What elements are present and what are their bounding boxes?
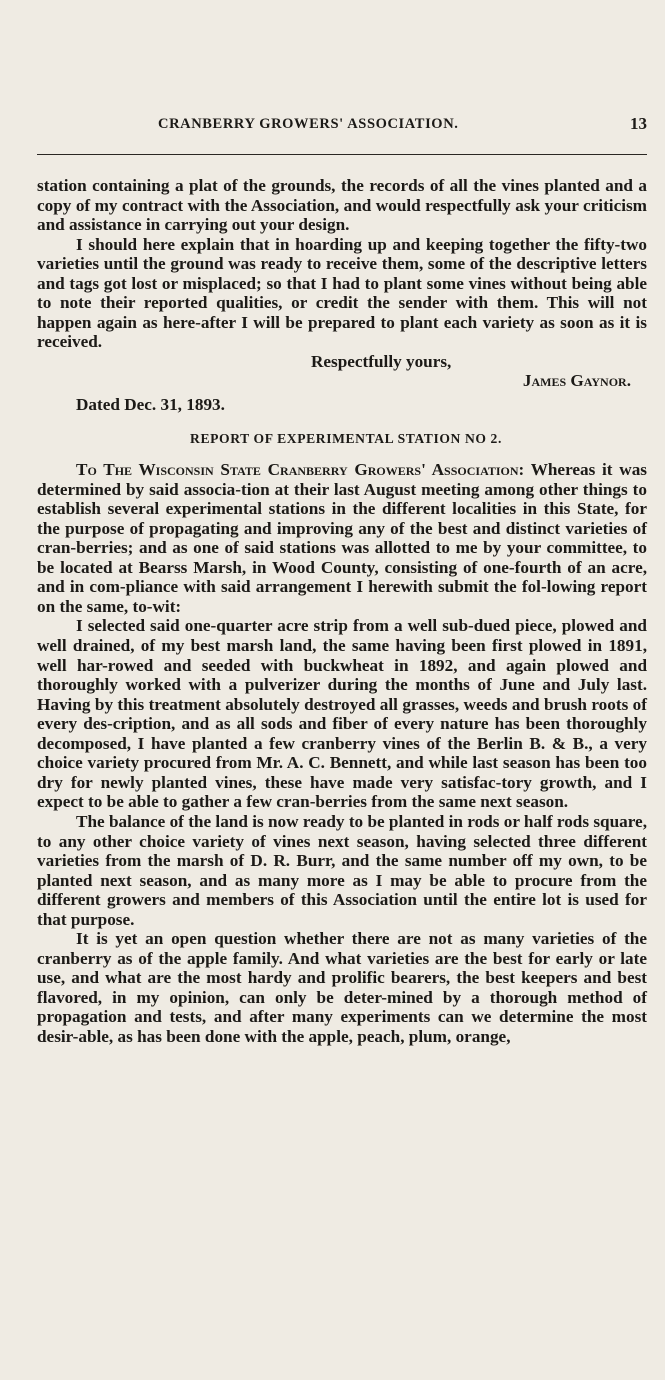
report-heading: REPORT OF EXPERIMENTAL STATION NO 2. [190,430,502,446]
report-paragraph-2: I selected said one-quarter acre strip from a well sub-dued piece, plowed and well drained, of my best marsh land, the same having been first plowed in 1891, well har-rowed and seeded with buckwheat in 1892, and again plowed and thoroughly worked with a pulverizer during the months of June and July last. Having by this treatment absolutely destroyed all grasses, weeds and brush roots of every des-cription, and as all sods and fiber of every nature has been thoroughly decomposed, I have planted a few cranberry vines of the Berlin B. & B., a very choice variety procured from Mr. A. C. Bennett, and while last season has been too dry for newly planted vines, these have made very satisfac-tory growth, and I expect to be able to gather a few cran-berries from the same next season. [37,616,647,812]
running-title: CRANBERRY GROWERS' ASSOCIATION. [158,116,459,132]
letter-paragraph-1: station containing a plat of the grounds, the records of all the vines planted and a copy of my contract with the Association, and would respectfully ask your criticism and assistance in carrying out your design. [37,176,647,235]
header-rule [37,154,647,155]
letter-signature: James Gaynor. [522,371,631,391]
report-salutation: To The Wisconsin State Cranberry Growers' Association: [76,460,525,480]
body-text [37,176,647,1047]
letter-paragraph-2: I should here explain that in hoarding up and keeping together the fifty-two varieties until the ground was ready to receive them, some of the descriptive letters and tags got lost or misplaced; so that I had to plant some vines without being able to note their reported qualities, or credit the sender with them. This will not happen again as here-after I will be prepared to plant each variety as soon as it is received. [37,234,647,352]
report-paragraph-3: The balance of the land is now ready to be planted in rods or half rods square, to any other choice variety of vines next season, having selected three different varieties from the marsh of D. R. Burr, and the same number off my own, to be planted next season, and as many more as I may be able to procure from the different growers and members of this Association until the entire lot is used for that purpose. [37,811,647,929]
letter-date: Dated Dec. 31, 1893. [76,395,225,415]
report-paragraph-1 [37,460,647,616]
letter-closing: Respectfully yours, [311,351,452,371]
report-paragraph-4: It is yet an open question whether there are not as many varieties of the cranberry as of the apple family. And what varieties are the best for early or late use, and what are the most hardy and prolific bearers, the best keepers and best flavored, in my opinion, can only be deter-mined by a thorough method of propagation and tests, and after many experiments can we determine the most desir-able, as has been done with the apple, peach, plum, orange, [37,929,647,1046]
page-number: 13 [630,114,647,133]
report-paragraph-1-text: Whereas it was determined by said associa-tion at their last August meeting among other things to establish several experimental stations in the different localities in this State, for the purpose of propagating and improving any of the best and distinct varieties of cran-berries; and as one of said stations was allotted to me by your committee, to be located at Bearss Marsh, in Wood County, consisting of one-fourth of an acre, and in com-pliance with said arrangement I herewith submit the fol-lowing report on the same, to-wit: [37,460,647,616]
running-head [37,116,647,136]
